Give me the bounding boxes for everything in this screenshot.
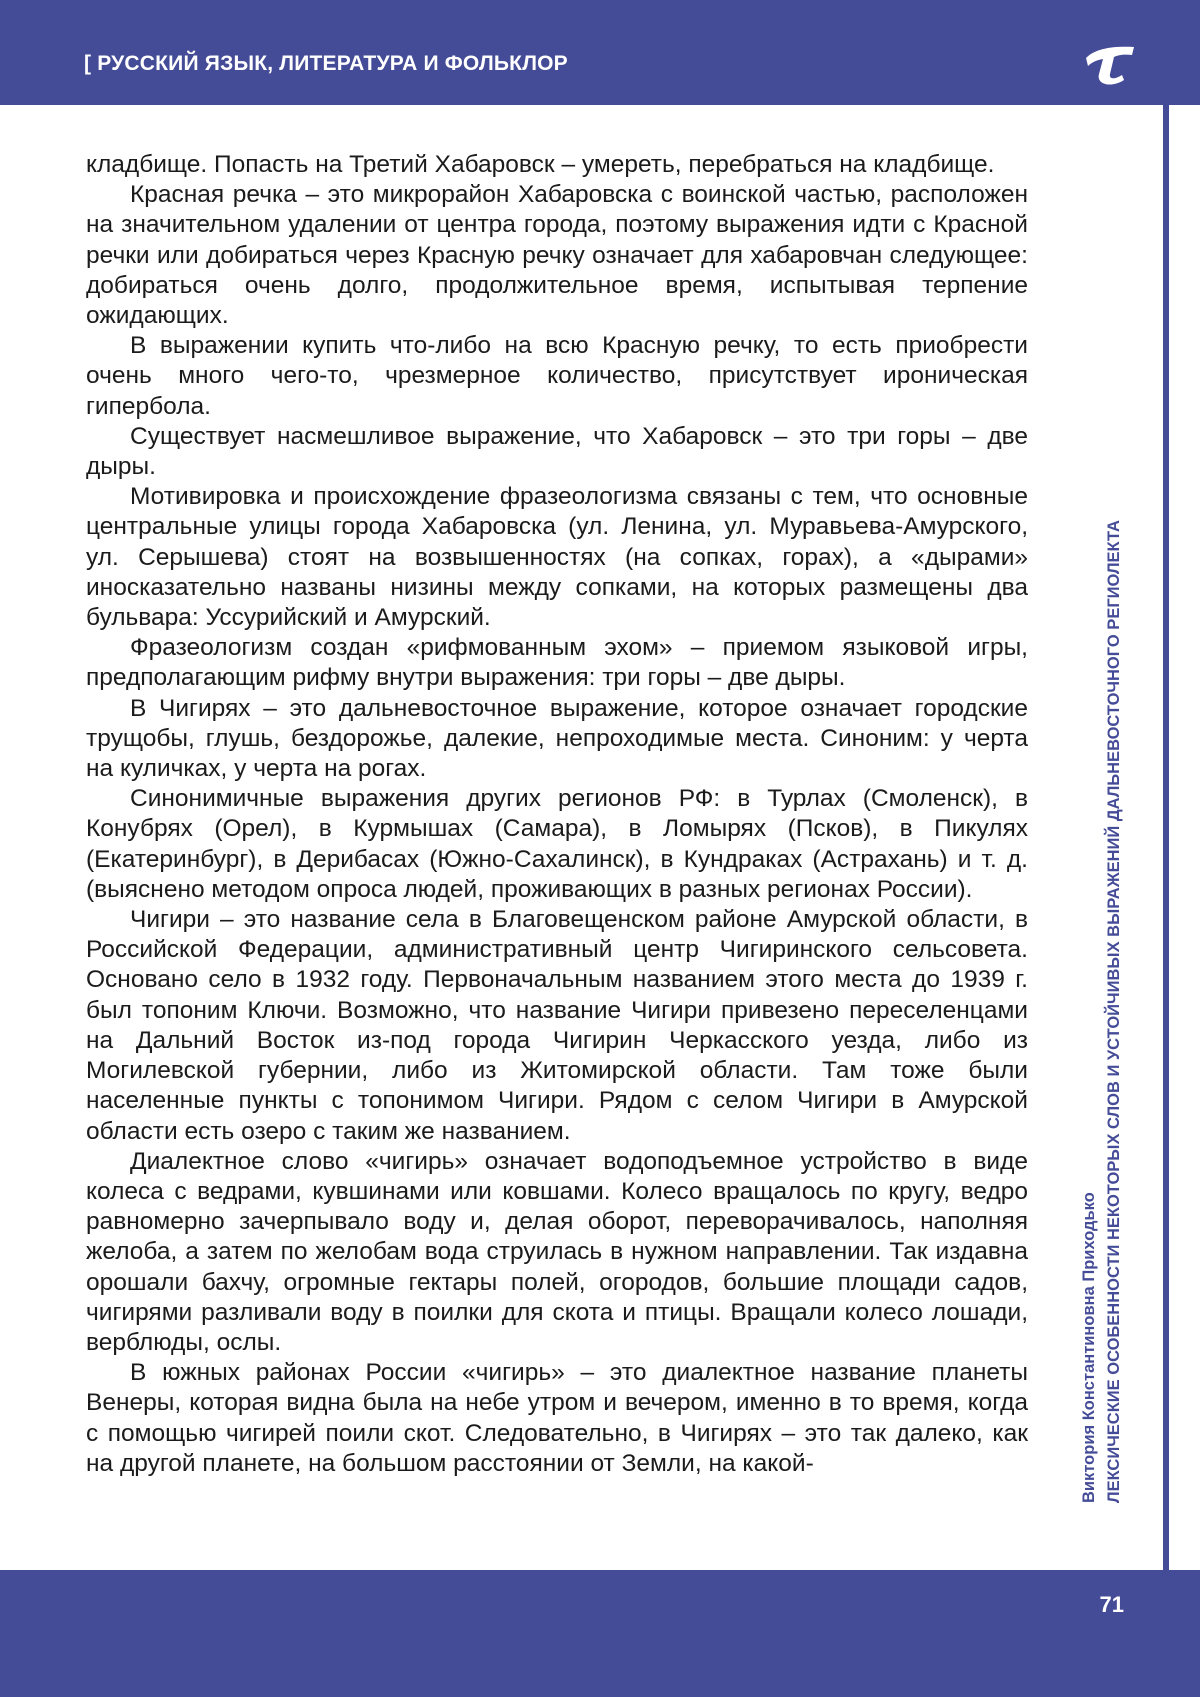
paragraph: В южных районах России «чигирь» – это диалектное название планеты Венеры, которая видна была на небе утром и вечером, именно в то время, когда с помощью чигирей поили скот. Следовательно, в Чигирях – это так далеко, как на другой планете, на большом расстоянии от Земли, на какой- xyxy=(86,1359,1028,1477)
paragraph: Синонимичные выражения других регионов РФ: в Турлах (Смоленск), в Конубрях (Орел), в Курмышах (Самара), в Ломырях (Псков), в Пикулях (Екатеринбург), в Дерибасах (Южно-Сахалинск), в Кундраках (Астрахань) и т. д. (выяснено методом опроса людей, проживающих в разных регионах России). xyxy=(86,785,1028,903)
paragraph: кладбище. Попасть на Третий Хабаровск – умереть, перебраться на кладбище. xyxy=(86,151,995,178)
section-title: [ РУССКИЙ ЯЗЫК, ЛИТЕРАТУРА И ФОЛЬКЛОР xyxy=(84,52,568,75)
page-footer xyxy=(0,1570,1200,1697)
paragraph: Красная речка – это микрорайон Хабаровска с воинской частью, расположен на значительном удалении от центра города, поэтому выражения идти с Красной речки или добираться через Красную речку означает для хабаровчан следующее: добираться очень долго, продолжительное время, испытывая терпение ожидающих. xyxy=(86,181,1028,330)
article-body xyxy=(86,150,1028,1479)
paragraph: В Чигирях – это дальневосточное выражение, которое означает городские трущобы, глушь, бездорожье, далекие, непроходимые места. Синоним: у черта на куличках, у черта на рогах. xyxy=(86,694,1028,783)
article-title: ЛЕКСИЧЕСКИЕ ОСОБЕННОСТИ НЕКОТОРЫХ СЛОВ И УСТОЙЧИВЫХ ВЫРАЖЕНИЙ ДАЛЬНЕВОСТОЧНОГО РЕГИОЛЕКТА xyxy=(1105,520,1123,1503)
page-header xyxy=(0,0,1200,105)
author-name: Виктория Константиновна Приходько xyxy=(1080,1192,1098,1503)
paragraph: В выражении купить что-либо на всю Красную речку, то есть приобрести очень много чего-то, чрезмерное количество, присутствует ироническая гипербола. xyxy=(86,332,1028,420)
paragraph: Диалектное слово «чигирь» означает водоподъемное устройство в виде колеса с ведрами, кувшинами или ковшами. Колесо вращалось по кругу, ведро равномерно зачерпывало воду и, делая оборот, переворачивалось, наполняя желоба, а затем по желобам вода струилась в нужном направлении. Так издавна орошали бахчу, огромные гектары полей, огородов, большие площади садов, чигирями разливали воду в поилки для скота и птицы. Вращали колесо лошади, верблюды, ослы. xyxy=(86,1147,1028,1356)
page-number: 71 xyxy=(1099,1592,1124,1617)
paragraph: Чигири – это название села в Благовещенском районе Амурской области, в Российской Федерации, административный центр Чигиринского сельсовета. Основано село в 1932 году. Первоначальным названием этого места до 1939 г. был топоним Ключи. Возможно, что название Чигири привезено переселенцами на Дальний Восток из-под города Чигирин Черкасского уезда, либо из Могилевской губернии, либо из Житомирской области. Там тоже были населенные пункты с топонимом Чигири. Рядом с селом Чигири в Амурской области есть озеро с таким же названием. xyxy=(86,906,1028,1145)
paragraph: Фразеологизм создан «рифмованным эхом» – приемом языковой игры, предполагающим рифму внутри выражения: три горы – две дыры. xyxy=(86,634,1028,692)
sidebar-margin xyxy=(1169,105,1200,1570)
publisher-logo-icon xyxy=(1084,44,1136,86)
paragraph: Существует насмешливое выражение, что Хабаровск – это три горы – две дыры. xyxy=(86,422,1028,481)
paragraph: Мотивировка и происхождение фразеологизма связаны с тем, что основные центральные улицы города Хабаровска (ул. Ленина, ул. Муравьева-Амурского, ул. Серышева) стоят на возвышенностях (на сопках, горах), а «дырами» иносказательно названы низины между сопками, на которых размещены два бульвара: Уссурийский и Амурский. xyxy=(86,483,1028,632)
running-sidebar xyxy=(1077,520,1127,1503)
